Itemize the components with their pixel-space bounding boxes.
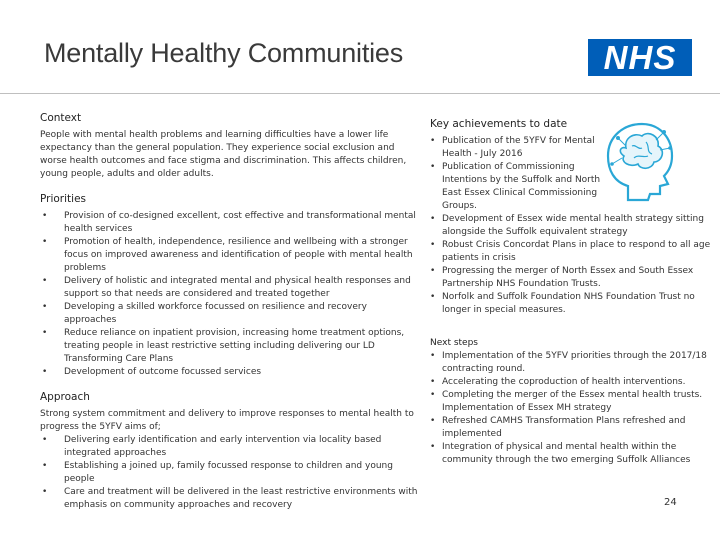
left-column xyxy=(40,112,420,524)
next-steps-section xyxy=(430,337,712,467)
achievement-item: • Development of Essex wide mental health strategy sitting alongside the Suffolk equivalent strategy xyxy=(430,213,712,239)
achievement-item: • Norfolk and Suffolk Foundation NHS Foundation Trust no longer in special measures. xyxy=(430,291,712,317)
achievement-item: • Robust Crisis Concordat Plans in place to respond to all age patients in crisis xyxy=(430,239,712,265)
approach-section xyxy=(40,391,420,512)
approach-intro: Strong system commitment and delivery to improve responses to mental health to progress the 5YFV aims of; xyxy=(40,409,414,432)
page-title: Mentally Healthy Communities xyxy=(44,38,404,68)
priority-item: • Development of outcome focussed services xyxy=(40,366,420,379)
right-column xyxy=(430,118,712,479)
next-step-item: • Refreshed CAMHS Transformation Plans refreshed and implemented xyxy=(430,415,712,441)
next-step-item: • Accelerating the coproduction of health interventions. xyxy=(430,376,712,389)
priority-item: • Developing a skilled workforce focussed on resilience and recovery approaches xyxy=(40,301,420,327)
achievements-section xyxy=(430,118,712,317)
next-steps-list xyxy=(430,350,712,467)
achievements-heading: Key achievements to date xyxy=(430,118,568,130)
priority-item: • Promotion of health, independence, resilience and wellbeing with a stronger focus on improved awareness and identification of people with mental health problems xyxy=(40,236,420,275)
next-step-item: • Integration of physical and mental health within the community through the two emerging Suffolk Alliances xyxy=(430,441,712,467)
priority-item: • Reduce reliance on inpatient provision, increasing home treatment options, treating people in least restrictive setting including delivering our LD Transforming Care Plans xyxy=(40,327,420,366)
priorities-heading: Priorities xyxy=(40,193,87,205)
approach-item: • Delivering early identification and early intervention via locality based integrated approaches xyxy=(40,434,420,460)
next-steps-heading: Next steps xyxy=(430,338,478,348)
approach-list xyxy=(40,434,420,512)
approach-item: • Care and treatment will be delivered in the least restrictive environments with emphasis on community approaches and recovery xyxy=(40,486,420,512)
context-text: People with mental health problems and learning difficulties have a lower life expectancy than the general population. They experience social exclusion and worse health outcomes and face stigma and discrimination. This affects children, young people, adults and older adults. xyxy=(40,130,407,179)
next-step-item: • Implementation of the 5YFV priorities through the 2017/18 contracting round. xyxy=(430,350,712,376)
achievement-item: • Progressing the merger of North Essex and South Essex Partnership NHS Foundation Trusts. xyxy=(430,265,712,291)
context-heading: Context xyxy=(40,112,82,124)
priority-item: • Delivery of holistic and integrated mental and physical health responses and support so that needs are considered and treated together xyxy=(40,275,420,301)
approach-item: • Establishing a joined up, family focussed response to children and young people xyxy=(40,460,420,486)
priorities-section xyxy=(40,193,420,379)
next-step-item: • Completing the merger of the Essex mental health trusts. Implementation of Essex MH strategy xyxy=(430,389,712,415)
title-divider xyxy=(0,93,720,94)
page-number: 24 xyxy=(664,497,677,508)
context-section xyxy=(40,112,420,181)
achievement-item: • Publication of the 5YFV for Mental Health - July 2016 xyxy=(430,135,602,161)
achievements-list xyxy=(430,135,712,317)
nhs-logo: NHS xyxy=(588,39,692,76)
priority-item: • Provision of co-designed excellent, cost effective and transformational mental health services xyxy=(40,210,420,236)
achievement-item: • Publication of Commissioning Intentions by the Suffolk and North East Essex Clinical Commissioning Groups. xyxy=(430,161,612,213)
priorities-list xyxy=(40,210,420,379)
approach-heading: Approach xyxy=(40,391,90,403)
